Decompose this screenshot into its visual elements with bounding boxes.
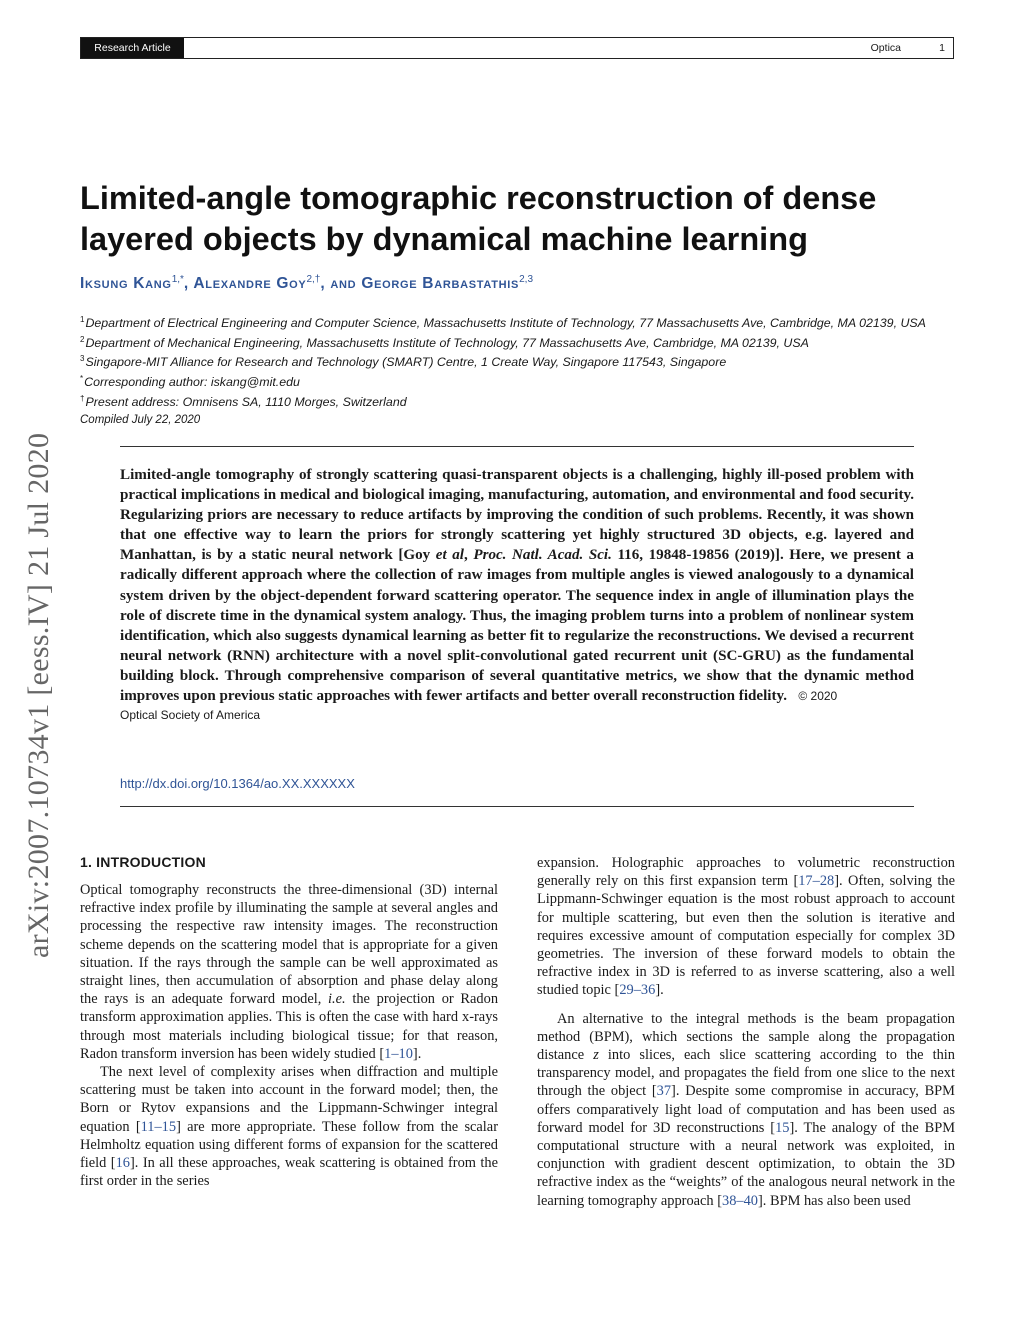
paper-title: Limited-angle tomographic reconstruction of dense layered objects by dynamical machine learning <box>80 180 877 257</box>
affiliation: $^1$Department of Electrical Engineering and Computer Science, Massachusetts Institute of Technology, 77 Massachusetts Ave, Cambridge, MA 02139, USA <box>80 315 926 331</box>
author-name: George Barbastathis <box>361 275 520 293</box>
author-affil-mark: 1,* <box>171 274 184 285</box>
citation-link[interactable]: 15 <box>775 1119 790 1136</box>
citation-link[interactable]: 16 <box>115 1155 130 1172</box>
abstract: Limited-angle tomography of strongly scattering quasi-transparent objects is a challenging, highly ill-posed problem with practical implications in medical and biological imaging, manufacturing, automation, and environmental and food security. Regularizing priors are necessary to reduce artifacts by improving the condition of such problems. Recently, it was shown that one effective way to learn the priors for strongly scattering yet highly structured 3D objects, e.g. layered and Manhattan, is by a static neural network [Goy et al, Proc. Natl. Acad. Sci. 116, 19848-19856 (2019)]. Here, we present a radically different approach where the collection of raw images from multiple angles is viewed analogously to a dynamical system driven by the object-dependent forward scattering operator. The sequence index in angle of illumination plays the role of discrete time in the dynamical system analogy. Thus, the imaging problem turns into a problem of nonlinear system identification, which also suggests dynamical learning as better fit to regularize the reconstructions. We devised a recurrent neural network (RNN) architecture with a novel split-convolutional gated recurrent unit (SC-GRU) as the fundamental building block. Through comprehensive comparison of several quantitative metrics, we show that the dynamic method improves upon previous static approaches with fewer artifacts and better overall reconstruction fidelity. © 2020 Optical Society of America <box>120 467 914 723</box>
author-name: Iksung Kang <box>80 275 172 293</box>
body-column-left <box>80 881 498 1190</box>
compiled-date: Compiled July 22, 2020 <box>80 414 201 426</box>
page-header <box>80 37 954 59</box>
paragraph: The next level of complexity arises when diffraction and multiple scattering must be taken into account in the forward model; then, the Born or Rytov expansions and the Lippmann-Schwinger integral equation [11–15] are more appropriate. These follow from the scalar Helmholtz equation using different forms of expansion for the scattered field [16]. In all these approaches, weak scattering is obtained from the first order in the series <box>80 1064 498 1190</box>
arxiv-stamp: arXiv:2007.10734v1 [eess.IV] 21 Jul 2020 <box>22 432 55 958</box>
citation-link[interactable]: 17–28 <box>798 873 835 890</box>
page-number: 1 <box>939 42 945 54</box>
publisher: Optical Society of America <box>120 708 261 723</box>
journal-name: Optica <box>870 42 901 54</box>
divider <box>120 446 914 447</box>
paragraph: Optical tomography reconstructs the three-dimensional (3D) internal refractive index profile by illuminating the sample at several angles and processing the respective raw intensity images. The reconstruction scheme depends on the scattering model that is appropriate for a given situation. If the rays through the sample can be well approximated as straight lines, then accumulation of absorption and phase delay along the rays is an adequate forward model, i.e. the projection or Radon transform approximation applies. This is often the case with hard x-rays through most materials including biological tissue; for that reason, Radon transform inversion has been widely studied [1–10]. <box>80 882 499 1062</box>
citation-link[interactable]: 1–10 <box>384 1045 413 1062</box>
present-address: †Present address: Omnisens SA, 1110 Morges, Switzerland <box>80 393 407 409</box>
section-heading: 1. INTRODUCTION <box>80 854 206 870</box>
author-list: Iksung Kang$^{1,*}$, Alexandre Goy$^{2,\dagger}$, and George Barbastathis$^{2,3}$ <box>80 274 534 293</box>
citation-link[interactable]: 11–15 <box>140 1118 177 1135</box>
article-type-tag: Research Article <box>81 38 184 58</box>
citation-link[interactable]: 38–40 <box>722 1192 758 1209</box>
author-affil-mark: 2,3 <box>519 274 534 285</box>
copyright: © 2020 <box>798 689 838 704</box>
author-affil-mark: 2,† <box>306 274 321 285</box>
paragraph: expansion. Holographic approaches to volumetric reconstruction generally rely on this first expansion term [17–28]. Often, solving the Lippmann-Schwinger equation is the most robust approach to account for multiple scattering, but even then the solution is iterative and requires excessive amount of computation especially for complex 3D geometries. The inversion of these forward models to obtain the refractive index in 3D is referred to as inverse scattering, also a well studied topic [29–36]. <box>537 855 955 999</box>
body-column-right <box>537 854 955 1210</box>
affiliation: $^2$Department of Mechanical Engineering, Massachusetts Institute of Technology, 77 Massachusetts Ave, Cambridge, MA 02139, USA <box>80 334 809 350</box>
citation-link[interactable]: 37 <box>656 1083 672 1100</box>
paragraph: An alternative to the integral methods is the beam propagation method (BPM), which sections the sample along the propagation distance z into slices, each slice scattering according to the thin transparency model, and propagates the field from one slice to the next through the object [37]. Despite some compromise in accuracy, BPM offers comparatively light load of computation and has been used as forward model for 3D reconstructions [15]. The analogy of the BPM computational structure with a neural network was exploited, in conjunction with gradient descent optimization, to obtain the 3D refractive index as the “weights” of the analogous neural network in the learning tomography approach [38–40]. BPM has also been used <box>537 1010 956 1209</box>
affiliation: $^3$Singapore-MIT Alliance for Research and Technology (SMART) Centre, 1 Create Way, Singapore 117543, Singapore <box>80 354 727 370</box>
affiliation-list <box>80 312 980 411</box>
doi-link[interactable]: http://dx.doi.org/10.1364/ao.XX.XXXXXX <box>120 776 355 791</box>
author-conjunction: and <box>330 275 357 293</box>
divider <box>120 806 914 807</box>
citation-link[interactable]: 29–36 <box>619 982 656 999</box>
author-name: Alexandre Goy <box>193 275 307 293</box>
corresponding-author: *Corresponding author: iskang@mit.edu <box>80 374 300 390</box>
